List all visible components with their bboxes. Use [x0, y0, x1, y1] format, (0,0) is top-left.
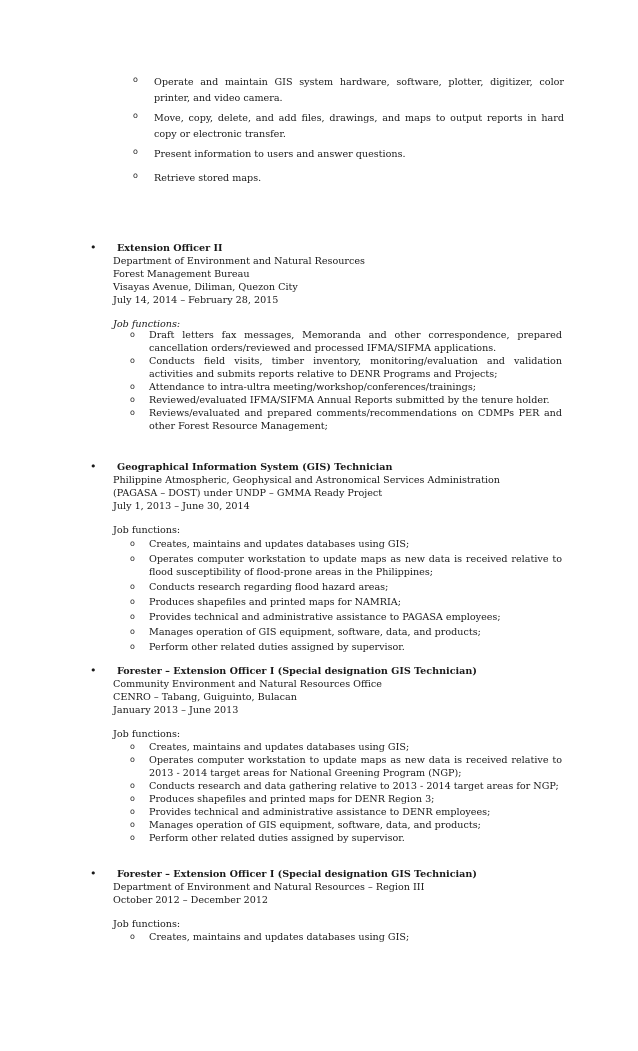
list-item-text: Perform other related duties assigned by supervisor. [149, 833, 405, 844]
list-item-text: Creates, maintains and updates databases using GIS; [149, 539, 410, 550]
list-item [130, 538, 562, 551]
circle-bullet-icon: o [130, 807, 135, 816]
list-item [130, 780, 562, 793]
list-item [130, 407, 562, 433]
bullet-icon: • [90, 664, 97, 677]
date-line: July 1, 2013 – June 30, 2014 [113, 501, 250, 512]
job-functions-label: Job functions: [113, 919, 181, 930]
list-item-text: Provides technical and administrative assistance to PAGASA employees; [149, 612, 501, 623]
org-line: Forest Management Bureau [113, 269, 250, 280]
list-item [130, 596, 562, 609]
date-line: October 2012 – December 2012 [113, 895, 269, 906]
job-functions-list [130, 931, 562, 944]
circle-bullet-icon: o [133, 147, 138, 156]
list-item [130, 819, 562, 832]
org-line: Department of Environment and Natural Resources – Region III [113, 882, 425, 893]
list-item [130, 355, 562, 381]
circle-bullet-icon: o [130, 582, 135, 591]
job-functions-label: Job functions: [113, 319, 181, 330]
list-item-text: Attendance to intra-ultra meeting/workshop/conferences/trainings; [149, 382, 476, 393]
circle-bullet-icon: o [130, 932, 135, 941]
list-item-text: Draft letters fax messages, Memoranda and other correspondence, prepared cancellation orders/reviewed and processed IFMA/SIFMA applications. [149, 330, 562, 354]
circle-bullet-icon: o [130, 820, 135, 829]
list-item [130, 581, 562, 594]
section-title: Forester – Extension Officer I (Special designation GIS Technician) [117, 666, 477, 677]
list-item [130, 931, 562, 944]
org-line: Community Environment and Natural Resources Office [113, 679, 382, 690]
list-item [130, 832, 562, 845]
list-item-text: Reviews/evaluated and prepared comments/recommendations on CDMPs PER and other Forest Resource Management; [149, 408, 562, 432]
circle-bullet-icon: o [130, 833, 135, 842]
bullet-icon: • [90, 460, 97, 473]
circle-bullet-icon: o [130, 781, 135, 790]
list-item [130, 626, 562, 639]
list-item [130, 553, 562, 579]
list-item-text: Move, copy, delete, and add files, drawings, and maps to output reports in hard copy or electronic transfer. [154, 113, 564, 140]
list-item [130, 806, 562, 819]
section-title: Extension Officer II [117, 243, 223, 254]
section-title: Geographical Information System (GIS) Technician [117, 462, 393, 473]
list-item-text: Creates, maintains and updates databases using GIS; [149, 932, 410, 943]
circle-bullet-icon: o [130, 627, 135, 636]
list-item-text: Operates computer workstation to update maps as new data is received relative to flood susceptibility of flood-prone areas in the Philippines; [149, 554, 562, 578]
bullet-icon: • [90, 867, 97, 880]
section-title: Forester – Extension Officer I (Special designation GIS Technician) [117, 869, 477, 880]
circle-bullet-icon: o [130, 330, 135, 339]
list-item-text: Perform other related duties assigned by supervisor. [149, 642, 405, 653]
circle-bullet-icon: o [130, 755, 135, 764]
address-line: Visayas Avenue, Diliman, Quezon City [113, 282, 298, 293]
org-line: (PAGASA – DOST) under UNDP – GMMA Ready Project [113, 488, 383, 499]
org-line: Department of Environment and Natural Resources [113, 256, 365, 267]
job-functions-list [130, 329, 562, 433]
date-line: January 2013 – June 2013 [113, 705, 239, 716]
list-item-text: Conducts research regarding flood hazard areas; [149, 582, 389, 593]
list-item-text: Manages operation of GIS equipment, software, data, and products; [149, 820, 481, 831]
list-item-text: Conducts research and data gathering relative to 2013 - 2014 target areas for NGP; [149, 781, 559, 792]
list-item [130, 754, 562, 780]
list-item-text: Operates computer workstation to update maps as new data is received relative to 2013 - 2014 target areas for National Greening Program (NGP); [149, 755, 562, 779]
circle-bullet-icon: o [130, 382, 135, 391]
list-item-text: Conducts field visits, timber inventory, monitoring/evaluation and validation activities and submits reports relative to DENR Programs and Projects; [149, 356, 562, 380]
circle-bullet-icon: o [133, 111, 138, 120]
circle-bullet-icon: o [130, 356, 135, 365]
job-functions-label: Job functions: [113, 525, 181, 536]
circle-bullet-icon: o [130, 612, 135, 621]
circle-bullet-icon: o [130, 395, 135, 404]
list-item [130, 611, 562, 624]
job-functions-label: Job functions: [113, 729, 181, 740]
bullet-icon: • [90, 241, 97, 254]
list-item-text: Reviewed/evaluated IFMA/SIFMA Annual Reports submitted by the tenure holder. [149, 395, 550, 406]
circle-bullet-icon: o [133, 171, 138, 180]
list-item-text: Manages operation of GIS equipment, software, data, and products; [149, 627, 481, 638]
list-item [130, 741, 562, 754]
list-item-text: Present information to users and answer questions. [154, 149, 406, 160]
list-item [130, 641, 562, 654]
list-item-text: Operate and maintain GIS system hardware, software, plotter, digitizer, color printer, and video camera. [154, 77, 564, 104]
circle-bullet-icon: o [133, 75, 138, 84]
list-item-text: Creates, maintains and updates databases using GIS; [149, 742, 410, 753]
job-functions-list [130, 741, 562, 845]
org-line: Philippine Atmospheric, Geophysical and Astronomical Services Administration [113, 475, 500, 486]
list-item-text: Produces shapefiles and printed maps for NAMRIA; [149, 597, 401, 608]
circle-bullet-icon: o [130, 408, 135, 417]
list-item [130, 394, 562, 407]
list-item [130, 793, 562, 806]
list-item-text: Produces shapefiles and printed maps for DENR Region 3; [149, 794, 435, 805]
address-line: CENRO – Tabang, Guiguinto, Bulacan [113, 692, 297, 703]
list-item [130, 329, 562, 355]
circle-bullet-icon: o [130, 794, 135, 803]
list-item-text: Retrieve stored maps. [154, 173, 262, 184]
circle-bullet-icon: o [130, 642, 135, 651]
list-item-text: Provides technical and administrative assistance to DENR employees; [149, 807, 491, 818]
job-functions-list [130, 538, 562, 654]
list-item [130, 381, 562, 394]
circle-bullet-icon: o [130, 539, 135, 548]
circle-bullet-icon: o [130, 742, 135, 751]
date-line: July 14, 2014 – February 28, 2015 [113, 295, 279, 306]
circle-bullet-icon: o [130, 597, 135, 606]
circle-bullet-icon: o [130, 554, 135, 563]
